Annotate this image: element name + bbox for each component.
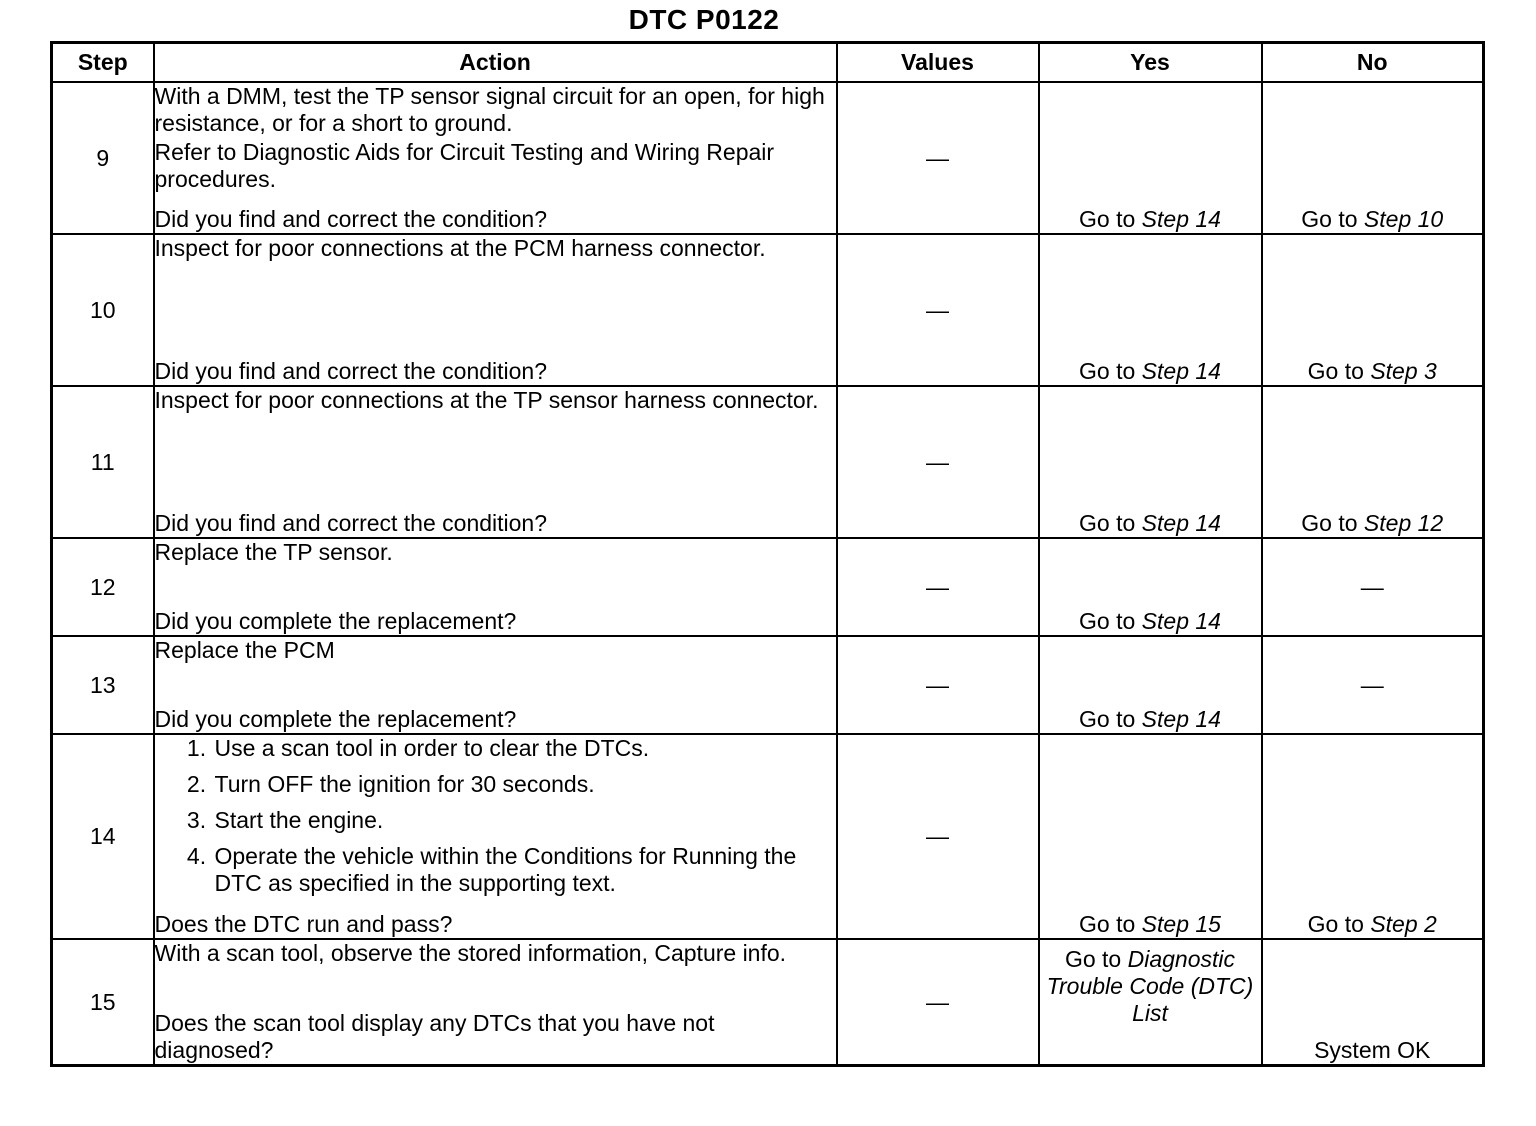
no-step-link[interactable]: Step 2	[1370, 911, 1437, 937]
yes-step-link[interactable]: Step 14	[1141, 510, 1221, 536]
step-number: 9	[52, 82, 154, 234]
action-question: Did you find and correct the condition?	[154, 358, 548, 384]
diagnostic-table	[50, 41, 1485, 1067]
action-text: Refer to Diagnostic Aids for Circuit Testing and Wiring Repair procedures.	[154, 139, 775, 192]
values-cell: —	[837, 538, 1039, 636]
action-text: With a DMM, test the TP sensor signal circuit for an open, for high resistance, or for a short to ground.	[154, 83, 825, 136]
action-cell	[154, 234, 837, 386]
yes-prefix: Go to	[1079, 510, 1136, 536]
list-item: 3. Start the engine.	[213, 807, 836, 834]
table-row	[52, 939, 1484, 1066]
no-step-link[interactable]: Step 12	[1363, 510, 1444, 536]
procedure-list	[155, 735, 836, 897]
table-row	[52, 636, 1484, 734]
header-yes: Yes	[1039, 43, 1262, 83]
no-cell	[1262, 734, 1484, 939]
action-question: Did you find and correct the condition?	[154, 206, 548, 232]
yes-prefix: Go to	[1079, 358, 1136, 384]
step-number: 11	[52, 386, 154, 538]
yes-cell	[1039, 734, 1262, 939]
action-question: Does the DTC run and pass?	[154, 911, 453, 937]
header-values: Values	[837, 43, 1039, 83]
table-row	[52, 82, 1484, 234]
step-number: 15	[52, 939, 154, 1066]
action-text: Inspect for poor connections at the PCM harness connector.	[154, 235, 766, 261]
no-step-link[interactable]: Step 3	[1370, 358, 1437, 384]
step-number: 12	[52, 538, 154, 636]
action-text: With a scan tool, observe the stored information, Capture info.	[154, 940, 787, 966]
action-question: Did you complete the replacement?	[154, 706, 517, 732]
no-prefix: Go to	[1307, 911, 1364, 937]
table-row	[52, 538, 1484, 636]
values-cell: —	[837, 939, 1039, 1066]
header-step: Step	[52, 43, 154, 83]
yes-cell	[1039, 939, 1262, 1066]
action-question: Did you find and correct the condition?	[154, 510, 548, 536]
step-number: 14	[52, 734, 154, 939]
action-text: Replace the TP sensor.	[154, 539, 393, 565]
action-cell	[154, 939, 837, 1066]
no-prefix: Go to	[1307, 358, 1364, 384]
diagnostic-code-list-link[interactable]: Diagnostic Trouble Code (DTC) List	[1046, 946, 1254, 1026]
no-cell	[1262, 82, 1484, 234]
action-question: Does the scan tool display any DTCs that you have not diagnosed?	[154, 1010, 715, 1063]
step-number: 13	[52, 636, 154, 734]
list-item: 2. Turn OFF the ignition for 30 seconds.	[213, 771, 836, 798]
yes-prefix: Go to	[1064, 946, 1122, 972]
yes-step-link[interactable]: Step 14	[1141, 358, 1221, 384]
no-cell: —	[1262, 538, 1484, 636]
table-row	[52, 234, 1484, 386]
values-cell: —	[837, 82, 1039, 234]
yes-prefix: Go to	[1079, 706, 1136, 732]
yes-cell	[1039, 82, 1262, 234]
action-text: Replace the PCM	[154, 637, 335, 663]
no-step-link[interactable]: Step 10	[1363, 206, 1444, 232]
action-cell	[154, 636, 837, 734]
yes-cell	[1039, 636, 1262, 734]
yes-cell	[1039, 386, 1262, 538]
step-number: 10	[52, 234, 154, 386]
action-cell	[154, 538, 837, 636]
no-cell	[1262, 386, 1484, 538]
values-cell: —	[837, 234, 1039, 386]
yes-prefix: Go to	[1079, 608, 1136, 634]
action-cell	[154, 734, 837, 939]
yes-step-link[interactable]: Step 14	[1141, 706, 1221, 732]
yes-step-link[interactable]: Step 14	[1141, 608, 1221, 634]
no-prefix: Go to	[1301, 206, 1358, 232]
list-item: 1. Use a scan tool in order to clear the DTCs.	[213, 735, 836, 762]
yes-step-link[interactable]: Step 14	[1141, 206, 1221, 232]
yes-prefix: Go to	[1079, 206, 1136, 232]
page-title: DTC P0122	[628, 4, 780, 35]
action-question: Did you complete the replacement?	[154, 608, 517, 634]
header-action: Action	[154, 43, 837, 83]
action-cell	[154, 82, 837, 234]
yes-cell	[1039, 538, 1262, 636]
no-cell	[1262, 234, 1484, 386]
table-row	[52, 386, 1484, 538]
table-row	[52, 734, 1484, 939]
values-cell: —	[837, 636, 1039, 734]
values-cell: —	[837, 386, 1039, 538]
no-prefix: Go to	[1301, 510, 1358, 536]
list-item: 4. Operate the vehicle within the Conditions for Running the DTC as specified in the supporting text.	[213, 843, 836, 897]
no-cell: —	[1262, 636, 1484, 734]
header-no: No	[1262, 43, 1484, 83]
yes-cell	[1039, 234, 1262, 386]
values-cell: —	[837, 734, 1039, 939]
header-row	[52, 43, 1484, 83]
action-cell	[154, 386, 837, 538]
no-cell: System OK	[1262, 939, 1484, 1066]
yes-step-link[interactable]: Step 15	[1141, 911, 1221, 937]
action-text: Inspect for poor connections at the TP sensor harness connector.	[154, 387, 819, 413]
yes-prefix: Go to	[1079, 911, 1136, 937]
